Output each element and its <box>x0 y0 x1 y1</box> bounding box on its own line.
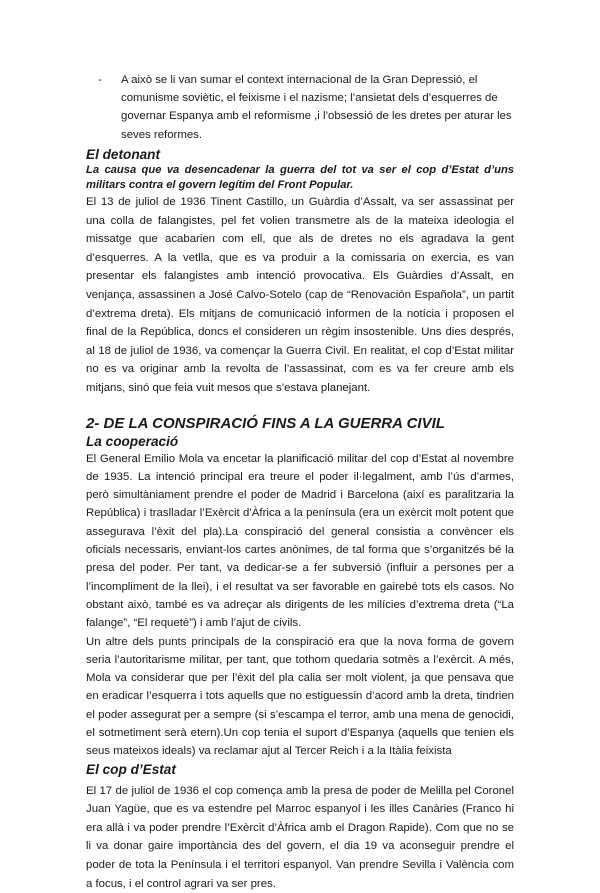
heading-la-cooperacio: La cooperació <box>86 433 179 449</box>
spacer <box>86 398 514 415</box>
heading-el-detonant: El detonant <box>86 147 161 162</box>
bullet-list-item <box>98 71 528 144</box>
detonant-lead-text: La causa que va desencadenar la guerra del tot va ser el cop d’Estat d’uns militars contra el govern legítim del Front Popular. <box>86 164 514 191</box>
bullet-text: A això se li van sumar el context internacional de la Gran Depressió, el comunisme soviètic, el feixisme i el nazisme; l’ansietat dels d’esquerres de governar Espanya amb el reformisme ,i l’obsessió de les dretes per aturar les seves reformes. <box>121 74 512 141</box>
section-title-conspiracio: 2- DE LA CONSPIRACIÓ FINS A LA GUERRA CIVIL <box>86 414 445 432</box>
cooperacio-paragraph-2: Un altre dels punts principals de la conspiració era que la nova forma de govern seria l’autoritarisme militar, per tant, que tothom quedaria sotmès a l’exèrcit. A més, Mola va considerar que per l’èxit del pla calia ser molt violent, ja que pensava que en eradicar l’esquerra i tots aquells que no estiguessin d’acord amb la dreta, tindrien el poder assegurat per a sempre (si s’escampa el terror, amb una mena de genocidi, el sotmetiment serà etern).Un cop tenia el suport d’Espanya (aquells que tenien els seus mateixos ideals) va reclamar ajut al Tercer Reich i a la Itàlia feixista <box>86 635 514 758</box>
cooperacio-paragraph-1: El General Emilio Mola va encetar la planificació militar del cop d’Estat al novembre de 1935. La intenció principal era treure el poder il·legalment, amb l’ús d’armes, però simultàniament prendre el poder de Madrid i Barcelona (així es paralitzaria la República) i traslladar l’Exèrcit d’Àfrica a la península (era un exèrcit molt potent que assegurava l’èxit del pla).La conspiració del general consistia a convèncer els oficials necessaris, enviant-los cartes anònimes, de tal forma que s’organitzés bé la presa del poder. Per tant, va dedicar-se a fer subversió (influir a persones per a l’incompliment de la llei), i el resultat va ser favorable en gairebé tots els casos. No obstant això, també es va adreçar als dirigents de les milícies d’extrema dreta (“La falange”, “El requetè”) i amb l’ajut de civils. <box>86 452 514 630</box>
cop-destat-paragraph: El 17 de juliol de 1936 el cop comença amb la presa de poder de Melilla pel Coronel Juan Yagüe, que es va estendre pel Marroc espanyol i les illes Canàries (Franco hi era allà i va poder prendre l’Exèrcit d’Àfrica amb el Dragon Rapide). Com que no se li va donar gaire importància des del govern, el dia 19 va aconseguir prendre el poder de tota la Península i el territori espanyol. Van prendre Sevilla i València com a focus, i el control agrari va ser pres. <box>86 784 514 890</box>
heading-el-cop-destat: El cop d’Estat <box>86 761 176 777</box>
main-content <box>86 146 514 893</box>
detonant-paragraph: El 13 de juliol de 1936 Tinent Castillo, un Guàrdia d’Assalt, va ser assassinat per una colla de falangistes, pel fet volien transmetre als de la mateixa ideologia el missatge que acabarien com ell, que als de dretes no els agradava la gent d’esquerres. A la vetlla, que es va produir a la comissaria on exercia, es van presentar els falangistes amb intenció provocativa. Els Guàrdies d’Assalt, en venjança, assassinen a José Calvo-Sotelo (cap de “Renovación Española”, un partit d’extrema dreta). Els mitjans de comunicació informen de la notícia i proposen el final de la República, doncs el consideren un règim insostenible. Uns dies després, al 18 de juliol de 1936, va començar la Guerra Civil. En realitat, el cop d’Estat militar no es va originar amb la revolta de l’assassinat, com es va fer creure amb els mitjans, sinó que feia vuit mesos que s’estava planejant. <box>86 196 514 394</box>
bullet-dash: - <box>98 74 102 86</box>
